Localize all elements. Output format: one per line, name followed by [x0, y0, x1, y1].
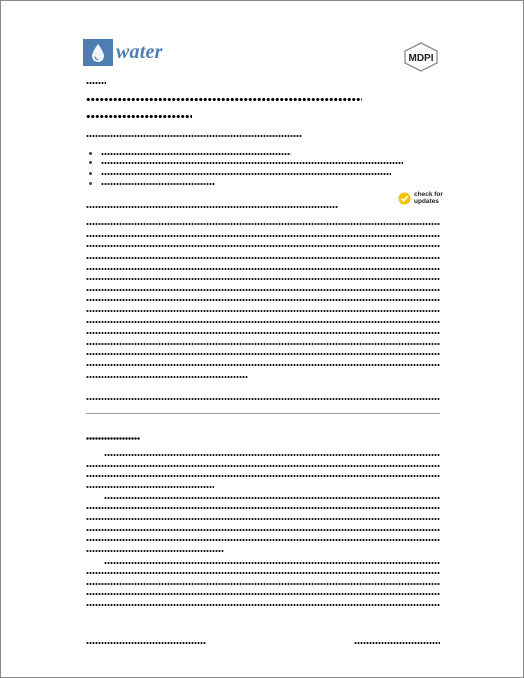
affiliation-line	[101, 152, 291, 156]
body-text-line	[86, 571, 440, 575]
article-title-line	[86, 113, 192, 120]
mdpi-logo-icon	[403, 42, 439, 72]
journal-logo[interactable]	[83, 39, 163, 66]
abstract-line	[86, 375, 248, 379]
abstract-line	[86, 277, 440, 281]
abstract-line	[86, 352, 440, 356]
affiliation-bullet	[89, 161, 92, 164]
article-type-label	[86, 81, 106, 85]
correspondence-line	[86, 205, 338, 209]
abstract-line	[86, 320, 440, 324]
abstract-line	[86, 256, 440, 260]
affiliation-line	[101, 172, 391, 176]
abstract-line	[86, 331, 440, 335]
check-updates-line1: check for	[414, 191, 443, 198]
abstract-line	[86, 267, 440, 271]
body-text-line	[104, 496, 440, 500]
body-text-line	[86, 485, 214, 489]
abstract-line	[86, 363, 440, 367]
body-text-line	[86, 464, 440, 468]
body-text-line	[104, 561, 440, 565]
body-text-line	[86, 603, 440, 607]
author-list	[86, 134, 302, 139]
section-divider	[86, 413, 440, 414]
body-text-line	[86, 517, 440, 521]
body-text-line	[86, 592, 440, 596]
abstract-line	[86, 222, 440, 226]
affiliation-line	[101, 161, 403, 165]
abstract-line	[86, 309, 440, 313]
publisher-logo[interactable]	[403, 42, 439, 77]
affiliation-bullet	[89, 172, 92, 175]
check-for-updates-badge[interactable]	[398, 192, 443, 205]
body-text-line	[86, 506, 440, 510]
body-text-line	[86, 549, 224, 553]
footer-url[interactable]	[354, 641, 440, 645]
body-text-line	[86, 582, 440, 586]
abstract-line	[86, 244, 440, 248]
affiliation-bullet	[89, 152, 92, 155]
body-text-line	[86, 538, 440, 542]
footer-citation	[86, 641, 206, 645]
water-drop-icon	[83, 39, 113, 66]
affiliation-bullet	[89, 182, 92, 185]
affiliation-line	[101, 182, 215, 186]
abstract-line	[86, 234, 440, 238]
keywords-line	[86, 397, 440, 401]
body-text-line	[86, 528, 440, 532]
abstract-line	[86, 342, 440, 346]
section-heading	[86, 436, 140, 441]
body-text-line	[104, 453, 440, 457]
publisher-name: MDPI	[408, 53, 434, 64]
body-text-line	[86, 474, 440, 478]
check-updates-line2: updates	[414, 197, 439, 205]
abstract-line	[86, 288, 440, 292]
article-title-line	[86, 96, 362, 103]
check-mark-icon	[398, 192, 411, 205]
journal-name: water	[116, 41, 163, 63]
abstract-line	[86, 298, 440, 302]
